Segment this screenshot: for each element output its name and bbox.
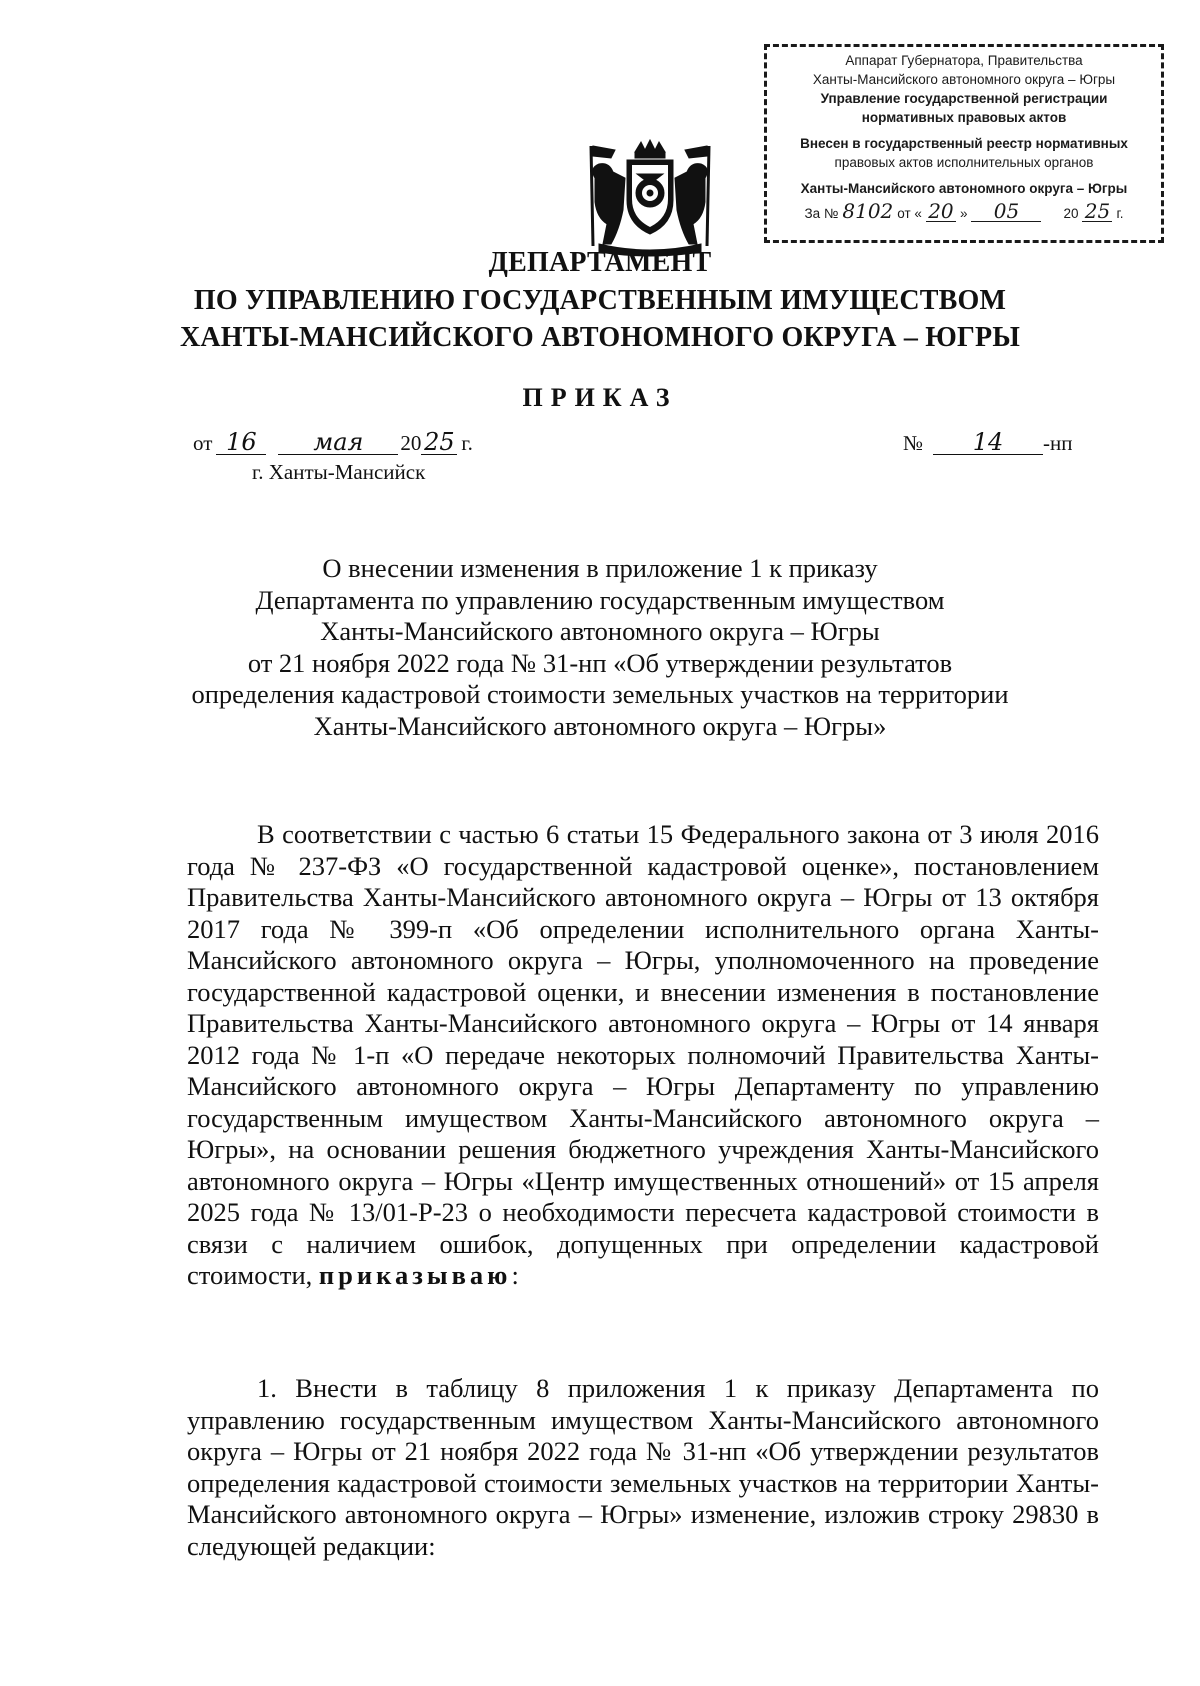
stamp-reg-mid: »: [959, 206, 968, 221]
title-line: Ханты-Мансийского автономного округа – Югры»: [313, 710, 887, 741]
date-suffix: г.: [461, 431, 473, 455]
order-date: [193, 430, 473, 456]
stamp-line: Внесен в государственный реестр нормативных: [800, 136, 1128, 151]
stamp-reg-year: 25: [1082, 202, 1112, 222]
stamp-reg-year-prefix: 20: [1063, 206, 1079, 221]
title-line: О внесении изменения в приложение 1 к приказу: [322, 553, 878, 583]
stamp-line: правовых актов исполнительных органов: [834, 155, 1094, 170]
order-number: [903, 430, 1073, 456]
stamp-line: Управление государственной регистрации: [820, 91, 1108, 106]
stamp-line: Ханты-Мансийского автономного округа – Югры: [800, 181, 1128, 196]
stamp-reg-month: 05: [971, 202, 1041, 222]
preamble-text: В соответствии с частью 6 статьи 15 Федерального закона от 3 июля 2016 года № 237-ФЗ «О государственной кадастровой оценке», постановлением Правительства Ханты-Мансийского автономного округа – Югры от 13 октября 2017 года № 399-п «Об определении исполнительного органа Ханты-Мансийского автономного округа – Югры, уполномоченного на проведение государственной кадастровой оценки, и внесении изменения в постановление Правительства Ханты-Мансийского автономного округа – Югры от 14 января 2012 года № 1-п «О передаче некоторых полномочий Правительства Ханты-Мансийского автономного округа – Югры Департаменту по управлению государственным имуществом Ханты-Мансийского автономного округа – Югры», на основании решения бюджетного учреждения Ханты-Мансийского автономного округа – Югры «Центр имущественных отношений» от 15 апреля 2025 года № 13/01-Р-23 о необходимости пересчета кадастровой стоимости в связи с наличием ошибок, допущенных при определении кадастровой стоимости,: [187, 819, 1099, 1290]
registration-stamp: [764, 44, 1164, 243]
order-subject-title: [120, 553, 1080, 742]
stamp-reg-prefix: За №: [804, 206, 839, 221]
date-prefix: от: [193, 431, 213, 455]
department-name-line3: ХАНТЫ-МАНСИЙСКОГО АВТОНОМНОГО ОКРУГА – ЮГРЫ: [179, 322, 1021, 353]
order-word: приказываю: [318, 1260, 512, 1290]
title-line: Ханты-Мансийского автономного округа – Югры: [320, 616, 880, 646]
department-name-line1: ДЕПАРТАМЕНТ: [488, 247, 712, 278]
order-colon: :: [511, 1260, 519, 1290]
date-year-prefix: 20: [400, 431, 422, 455]
stamp-line: Ханты-Мансийского автономного округа – Югры: [812, 72, 1116, 87]
stamp-reg-from: от «: [897, 206, 922, 221]
title-line: Департамента по управлению государственным имуществом: [255, 584, 945, 615]
title-line: от 21 ноября 2022 года № 31-нп «Об утверждении результатов: [247, 647, 953, 678]
number-value: 14: [933, 430, 1043, 455]
date-month: мая: [278, 430, 398, 455]
stamp-reg-year-suffix: г.: [1116, 206, 1124, 221]
order-title: ПРИКАЗ: [522, 383, 678, 412]
preamble-paragraph: [187, 819, 1099, 1292]
number-suffix: -нп: [1043, 431, 1073, 455]
date-year: 25: [421, 430, 457, 455]
stamp-reg-day: 20: [926, 202, 956, 222]
number-prefix: №: [903, 431, 924, 455]
stamp-line: нормативных правовых актов: [861, 110, 1067, 125]
title-line: определения кадастровой стоимости земельных участков на территории: [191, 679, 1009, 709]
department-name-line2: ПО УПРАВЛЕНИЮ ГОСУДАРСТВЕННЫМ ИМУЩЕСТВОМ: [193, 285, 1007, 316]
order-city: г. Ханты-Мансийск: [252, 460, 426, 484]
date-day: 16: [216, 430, 266, 455]
clause-1-paragraph: 1. Внести в таблицу 8 приложения 1 к приказу Департамента по управлению государственным имуществом Ханты-Мансийского автономного округа – Югры от 21 ноября 2022 года № 31-нп «Об утверждении результатов определения кадастровой стоимости земельных участков на территории Ханты-Мансийского автономного округа – Югры» изменение, изложив строку 29830 в следующей редакции:: [187, 1373, 1099, 1561]
stamp-registration-line: [767, 199, 1161, 223]
coat-of-arms-emblem: [575, 138, 725, 258]
stamp-line: Аппарат Губернатора, Правительства: [845, 53, 1083, 68]
stamp-reg-number: 8102: [842, 199, 894, 223]
